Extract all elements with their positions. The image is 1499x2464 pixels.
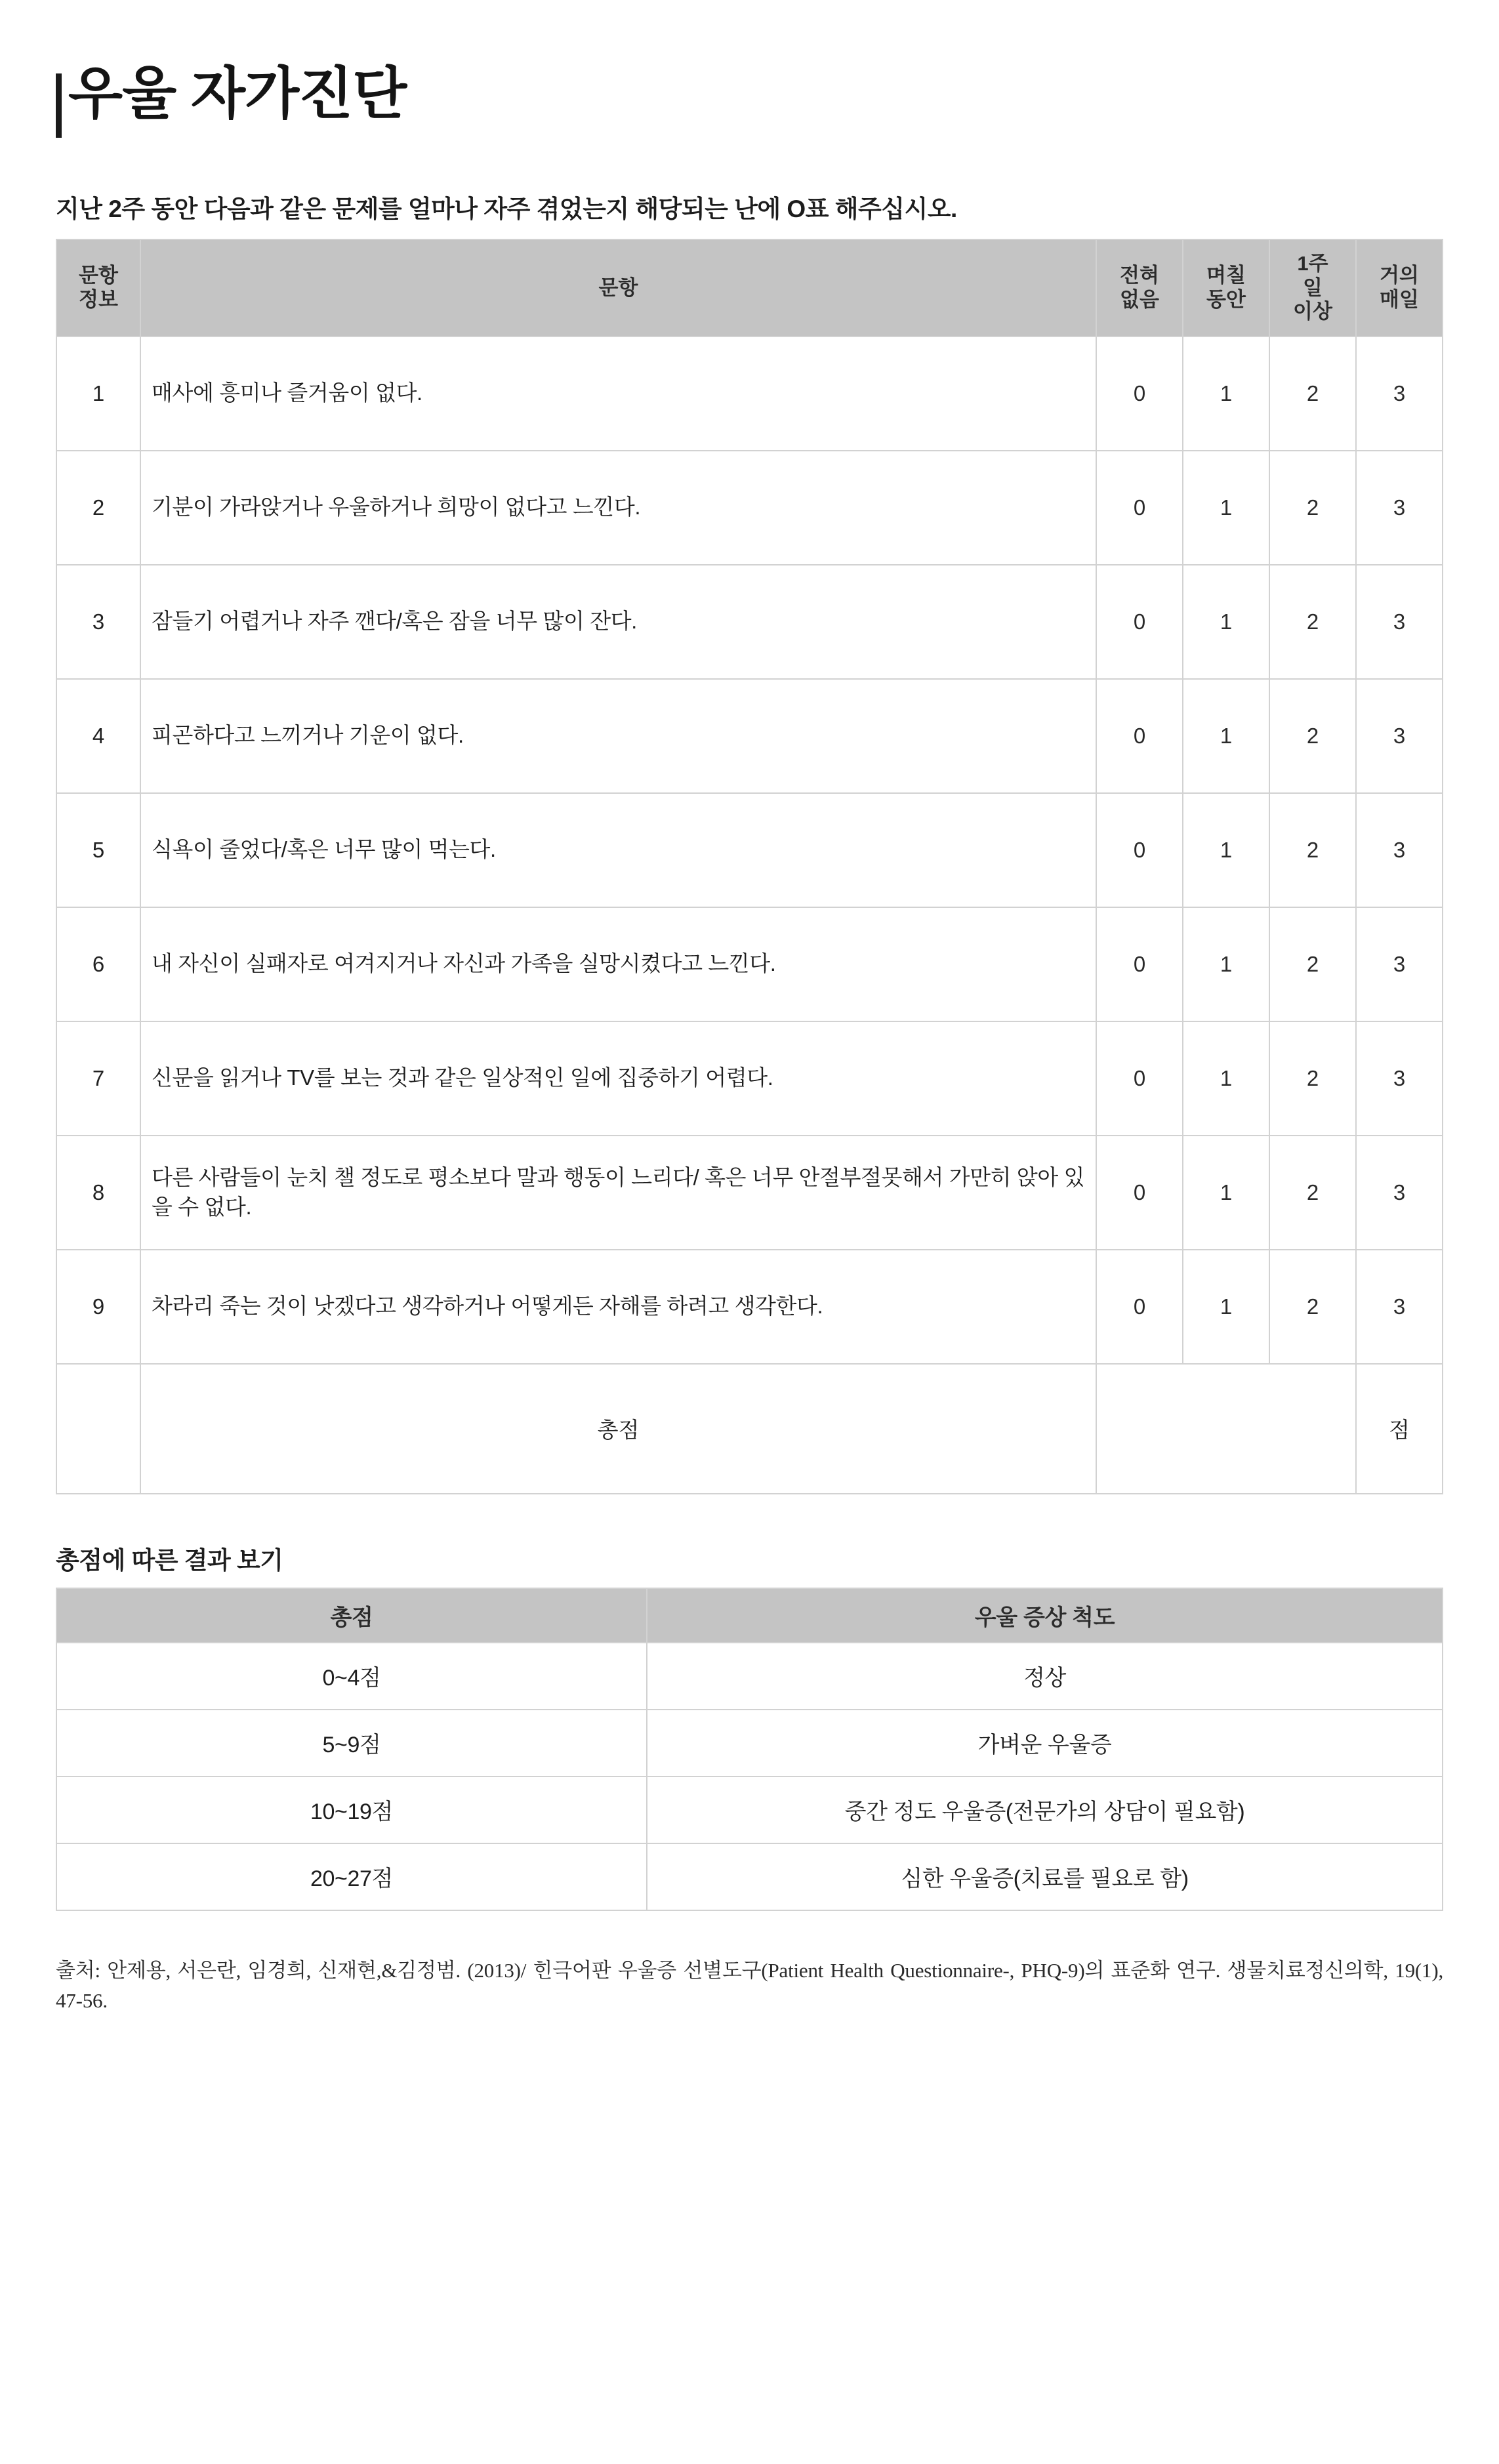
header-item-info bbox=[56, 239, 140, 337]
table-row bbox=[56, 1250, 1443, 1364]
header-option-none-line2: 없음 bbox=[1120, 287, 1159, 311]
row-number: 4 bbox=[56, 679, 140, 793]
header-option-nearly-everyday bbox=[1356, 239, 1443, 337]
row-score-1[interactable]: 1 bbox=[1183, 907, 1269, 1021]
row-score-3[interactable]: 3 bbox=[1356, 679, 1443, 793]
results-score: 5~9점 bbox=[56, 1710, 647, 1776]
total-spacer-cell bbox=[56, 1364, 140, 1494]
header-item-info-line2: 정보 bbox=[79, 287, 118, 311]
row-score-0[interactable]: 0 bbox=[1096, 1136, 1183, 1250]
row-question-text: 매사에 흥미나 즐거움이 없다. bbox=[140, 337, 1096, 451]
row-score-1[interactable]: 1 bbox=[1183, 679, 1269, 793]
row-score-1[interactable]: 1 bbox=[1183, 565, 1269, 679]
table-row bbox=[56, 451, 1443, 565]
header-option-more-than-week-line3: 이상 bbox=[1293, 300, 1332, 323]
table-row bbox=[56, 907, 1443, 1021]
row-number: 3 bbox=[56, 565, 140, 679]
results-table bbox=[56, 1588, 1443, 1911]
row-score-2[interactable]: 2 bbox=[1269, 1136, 1356, 1250]
results-header-score: 총점 bbox=[56, 1588, 647, 1643]
questionnaire-table bbox=[56, 239, 1443, 1494]
row-score-0[interactable]: 0 bbox=[1096, 1250, 1183, 1364]
results-heading: 총점에 따른 결과 보기 bbox=[56, 1546, 283, 1574]
row-score-0[interactable]: 0 bbox=[1096, 907, 1183, 1021]
table-row bbox=[56, 1710, 1443, 1776]
row-question-text: 신문을 읽거나 TV를 보는 것과 같은 일상적인 일에 집중하기 어렵다. bbox=[140, 1021, 1096, 1136]
table-row bbox=[56, 337, 1443, 451]
total-input-cell[interactable] bbox=[1096, 1364, 1356, 1494]
row-number: 9 bbox=[56, 1250, 140, 1364]
results-score: 10~19점 bbox=[56, 1776, 647, 1843]
row-score-1[interactable]: 1 bbox=[1183, 1136, 1269, 1250]
total-row bbox=[56, 1364, 1443, 1494]
header-option-more-than-week bbox=[1269, 239, 1356, 337]
questionnaire-body bbox=[56, 337, 1443, 1494]
row-score-1[interactable]: 1 bbox=[1183, 451, 1269, 565]
header-option-more-than-week-line1: 1주 bbox=[1297, 252, 1328, 275]
row-number: 1 bbox=[56, 337, 140, 451]
row-score-3[interactable]: 3 bbox=[1356, 793, 1443, 907]
row-question-text: 다른 사람들이 눈치 챌 정도로 평소보다 말과 행동이 느리다/ 혹은 너무 안절부절못해서 가만히 앉아 있을 수 없다. bbox=[140, 1136, 1096, 1250]
results-header-level: 우울 증상 척도 bbox=[647, 1588, 1443, 1643]
table-row bbox=[56, 1643, 1443, 1710]
header-option-more-than-week-line2: 일 bbox=[1303, 276, 1323, 299]
questionnaire-header bbox=[56, 239, 1443, 337]
results-header-row bbox=[56, 1588, 1443, 1643]
table-row bbox=[56, 565, 1443, 679]
instruction-text: 지난 2주 동안 다음과 같은 문제를 얼마나 자주 겪었는지 해당되는 난에 O표 해주십시오. bbox=[56, 195, 957, 222]
row-number: 6 bbox=[56, 907, 140, 1021]
row-score-0[interactable]: 0 bbox=[1096, 451, 1183, 565]
row-score-3[interactable]: 3 bbox=[1356, 565, 1443, 679]
row-score-0[interactable]: 0 bbox=[1096, 565, 1183, 679]
row-question-text: 차라리 죽는 것이 낫겠다고 생각하거나 어떻게든 자해를 하려고 생각한다. bbox=[140, 1250, 1096, 1364]
table-row bbox=[56, 1021, 1443, 1136]
row-number: 8 bbox=[56, 1136, 140, 1250]
row-score-2[interactable]: 2 bbox=[1269, 337, 1356, 451]
row-score-2[interactable]: 2 bbox=[1269, 565, 1356, 679]
total-unit: 점 bbox=[1356, 1364, 1443, 1494]
row-score-3[interactable]: 3 bbox=[1356, 1136, 1443, 1250]
header-option-several-days-line2: 동안 bbox=[1206, 287, 1246, 311]
row-score-3[interactable]: 3 bbox=[1356, 337, 1443, 451]
source-citation: 출처: 안제용, 서은란, 임경희, 신재현,&김정범. (2013)/ 힌극어판 우울증 선별도구(Patient Health Questionnaire-, PHQ-9)의 표준화 연구. 생물치료정신의학, 19(1), 47-56. bbox=[56, 1958, 1443, 2013]
row-score-2[interactable]: 2 bbox=[1269, 451, 1356, 565]
row-question-text: 기분이 가라앉거나 우울하거나 희망이 없다고 느낀다. bbox=[140, 451, 1096, 565]
row-score-2[interactable]: 2 bbox=[1269, 1021, 1356, 1136]
row-question-text: 내 자신이 실패자로 여겨지거나 자신과 가족을 실망시켰다고 느낀다. bbox=[140, 907, 1096, 1021]
results-level: 중간 정도 우울증(전문가의 상담이 필요함) bbox=[647, 1776, 1443, 1843]
results-score: 0~4점 bbox=[56, 1643, 647, 1710]
row-score-0[interactable]: 0 bbox=[1096, 793, 1183, 907]
title-text: 우울 자가진단 bbox=[68, 62, 407, 125]
results-level: 가벼운 우울증 bbox=[647, 1710, 1443, 1776]
row-score-3[interactable]: 3 bbox=[1356, 907, 1443, 1021]
row-question-text: 피곤하다고 느끼거나 기운이 없다. bbox=[140, 679, 1096, 793]
page-title bbox=[56, 59, 1443, 138]
row-score-0[interactable]: 0 bbox=[1096, 337, 1183, 451]
results-body bbox=[56, 1643, 1443, 1910]
row-score-2[interactable]: 2 bbox=[1269, 907, 1356, 1021]
row-score-0[interactable]: 0 bbox=[1096, 1021, 1183, 1136]
row-score-1[interactable]: 1 bbox=[1183, 1250, 1269, 1364]
header-item-info-line1: 문항 bbox=[79, 264, 118, 287]
row-score-2[interactable]: 2 bbox=[1269, 1250, 1356, 1364]
results-level: 정상 bbox=[647, 1643, 1443, 1710]
header-option-nearly-everyday-line2: 매일 bbox=[1380, 287, 1419, 311]
table-row bbox=[56, 679, 1443, 793]
row-score-0[interactable]: 0 bbox=[1096, 679, 1183, 793]
title-accent-bar bbox=[56, 73, 62, 138]
table-row bbox=[56, 1776, 1443, 1843]
header-option-none-line1: 전혀 bbox=[1120, 264, 1159, 287]
row-score-1[interactable]: 1 bbox=[1183, 1021, 1269, 1136]
row-score-3[interactable]: 3 bbox=[1356, 1021, 1443, 1136]
row-score-3[interactable]: 3 bbox=[1356, 451, 1443, 565]
row-question-text: 식욕이 줄었다/혹은 너무 많이 먹는다. bbox=[140, 793, 1096, 907]
row-score-1[interactable]: 1 bbox=[1183, 337, 1269, 451]
row-number: 7 bbox=[56, 1021, 140, 1136]
table-header-row bbox=[56, 239, 1443, 337]
row-score-3[interactable]: 3 bbox=[1356, 1250, 1443, 1364]
results-level: 심한 우울증(치료를 필요로 함) bbox=[647, 1843, 1443, 1910]
header-option-none bbox=[1096, 239, 1183, 337]
row-score-1[interactable]: 1 bbox=[1183, 793, 1269, 907]
row-question-text: 잠들기 어렵거나 자주 깬다/혹은 잠을 너무 많이 잔다. bbox=[140, 565, 1096, 679]
results-header bbox=[56, 1588, 1443, 1643]
total-label: 총점 bbox=[140, 1364, 1096, 1494]
table-row bbox=[56, 1136, 1443, 1250]
row-score-2[interactable]: 2 bbox=[1269, 679, 1356, 793]
header-option-several-days-line1: 며칠 bbox=[1206, 264, 1246, 287]
header-item-question: 문항 bbox=[140, 239, 1096, 337]
header-option-several-days bbox=[1183, 239, 1269, 337]
results-score: 20~27점 bbox=[56, 1843, 647, 1910]
row-number: 2 bbox=[56, 451, 140, 565]
row-number: 5 bbox=[56, 793, 140, 907]
header-option-nearly-everyday-line1: 거의 bbox=[1380, 264, 1419, 287]
table-row bbox=[56, 1843, 1443, 1910]
table-row bbox=[56, 793, 1443, 907]
row-score-2[interactable]: 2 bbox=[1269, 793, 1356, 907]
